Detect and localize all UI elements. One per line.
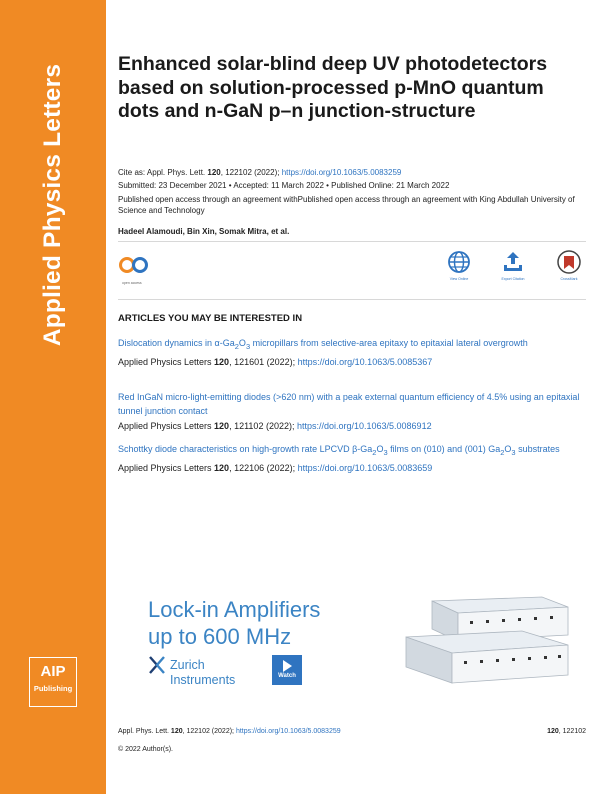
- ad-headline-line1: Lock-in Amplifiers: [148, 597, 321, 622]
- zurich-text: [170, 658, 235, 688]
- title-part: O: [504, 444, 512, 454]
- footer-cite-volume: 120: [170, 728, 183, 735]
- journal-name: Applied Physics Letters: [39, 63, 66, 347]
- related-doi-link[interactable]: https://doi.org/10.1063/5.0086912: [296, 421, 432, 431]
- footer-page-volume: 120: [547, 728, 559, 735]
- globe-icon: [446, 249, 472, 275]
- brand-line1: Zurich: [170, 658, 205, 672]
- title-part: films on (010) and (001) Ga: [387, 444, 501, 454]
- footer-page-ref: [547, 728, 586, 735]
- watch-video-button[interactable]: [272, 655, 302, 685]
- publication-dates: Submitted: 23 December 2021 • Accepted: 11 March 2022 • Published Online: 21 March 2022: [118, 181, 450, 190]
- reference: , 122106 (2022);: [229, 462, 298, 473]
- related-article-title[interactable]: Red InGaN micro-light-emitting diodes (>620 nm) with a peak external quantum efficiency of 4.5% using an epitaxial tunnel junction contact: [118, 392, 580, 416]
- footer-page-number: , 122102: [558, 728, 586, 735]
- watch-label: Watch: [278, 673, 296, 679]
- volume: 120: [214, 356, 230, 367]
- aip-logo-main: AIP: [40, 663, 66, 680]
- journal-name: Applied Physics Letters: [118, 462, 215, 473]
- cite-prefix: Cite as: Appl. Phys. Lett.: [118, 168, 208, 177]
- advertisement-banner[interactable]: [120, 583, 586, 693]
- footer-cite-prefix: Appl. Phys. Lett.: [118, 728, 171, 735]
- journal-name: Applied Physics Letters: [118, 356, 215, 367]
- export-citation-button[interactable]: [491, 249, 535, 281]
- title-part: Dislocation dynamics in α-Ga: [118, 338, 235, 348]
- open-access-statement: Published open access through an agreement withPublished open access through an agreement with King Abdullah University of Science and Technology: [118, 195, 575, 215]
- related-doi-link[interactable]: https://doi.org/10.1063/5.0083659: [297, 462, 433, 473]
- volume: 120: [214, 462, 230, 473]
- divider: [118, 299, 586, 300]
- copyright-notice: © 2022 Author(s).: [118, 746, 173, 753]
- cite-rest: , 122102 (2022);: [220, 168, 282, 177]
- view-online-label: View Online: [449, 277, 469, 281]
- title-subscript: 3: [245, 341, 251, 351]
- cite-volume: 120: [207, 168, 221, 177]
- volume: 120: [214, 421, 230, 431]
- crossmark-label: CrossMark: [560, 277, 578, 281]
- footer-doi-link[interactable]: https://doi.org/10.1063/5.0083259: [235, 728, 341, 735]
- crossmark-button[interactable]: [547, 249, 591, 281]
- journal-name: Applied Physics Letters: [118, 421, 215, 431]
- reference: , 121601 (2022);: [229, 356, 298, 367]
- export-citation-label: Export Citation: [501, 277, 525, 281]
- zurich-instruments-logo: [148, 655, 236, 687]
- related-article-title[interactable]: [118, 442, 584, 460]
- journal-sidebar: [0, 0, 106, 794]
- title-part: micropillars from selective-area epitaxy to epitaxial lateral overgrowth: [250, 338, 528, 348]
- title-part: substrates: [515, 444, 560, 454]
- related-article-citation: [118, 420, 584, 433]
- export-icon: [500, 249, 526, 275]
- view-online-button[interactable]: [437, 249, 481, 281]
- brand-line2: Instruments: [170, 673, 236, 687]
- related-article-citation: [118, 356, 584, 369]
- footer-citation: [118, 728, 341, 735]
- related-article: [118, 336, 584, 369]
- open-access-logo: [118, 256, 152, 285]
- related-doi-link[interactable]: https://doi.org/10.1063/5.0085367: [297, 356, 433, 367]
- title-subscript: 2: [500, 447, 505, 457]
- ad-headline-line2: up to 600 MHz: [148, 624, 292, 649]
- title-part: O: [238, 338, 246, 348]
- lock-in-amplifier-image: [392, 591, 580, 691]
- title-subscript: 3: [383, 447, 388, 457]
- title-subscript: 3: [511, 447, 516, 457]
- related-article: [118, 390, 584, 433]
- open-access-icon: [118, 256, 152, 276]
- divider: [118, 241, 586, 242]
- related-article-title[interactable]: [118, 336, 584, 354]
- play-icon: [280, 659, 294, 673]
- article-doi-link[interactable]: https://doi.org/10.1063/5.0083259: [281, 168, 402, 177]
- author-list[interactable]: Hadeel Alamoudi, Bin Xin, Somak Mitra, et al.: [118, 227, 290, 236]
- title-subscript: 2: [372, 447, 377, 457]
- article-title: Enhanced solar-blind deep UV photodetectors based on solution-processed p-MnO quantum dots and n-GaN p–n junction-structure: [118, 53, 548, 122]
- aip-logo-sub: Publishing: [33, 684, 73, 693]
- title-part: O: [376, 444, 384, 454]
- zurich-x-icon: [148, 655, 166, 675]
- aip-publishing-logo[interactable]: [29, 657, 77, 707]
- title-part: Schottky diode characteristics on high-growth rate LPCVD β-Ga: [118, 444, 373, 454]
- reference: , 121102 (2022);: [229, 421, 297, 431]
- crossmark-icon: [556, 249, 582, 275]
- cite-as-line: [118, 167, 401, 178]
- open-access-label: open access: [122, 281, 142, 285]
- related-article-citation: [118, 462, 584, 475]
- related-article: [118, 442, 584, 475]
- footer-cite-rest: , 122102 (2022);: [182, 728, 236, 735]
- ad-headline: [148, 596, 320, 650]
- title-subscript: 2: [234, 341, 239, 351]
- related-articles-heading: ARTICLES YOU MAY BE INTERESTED IN: [118, 313, 303, 324]
